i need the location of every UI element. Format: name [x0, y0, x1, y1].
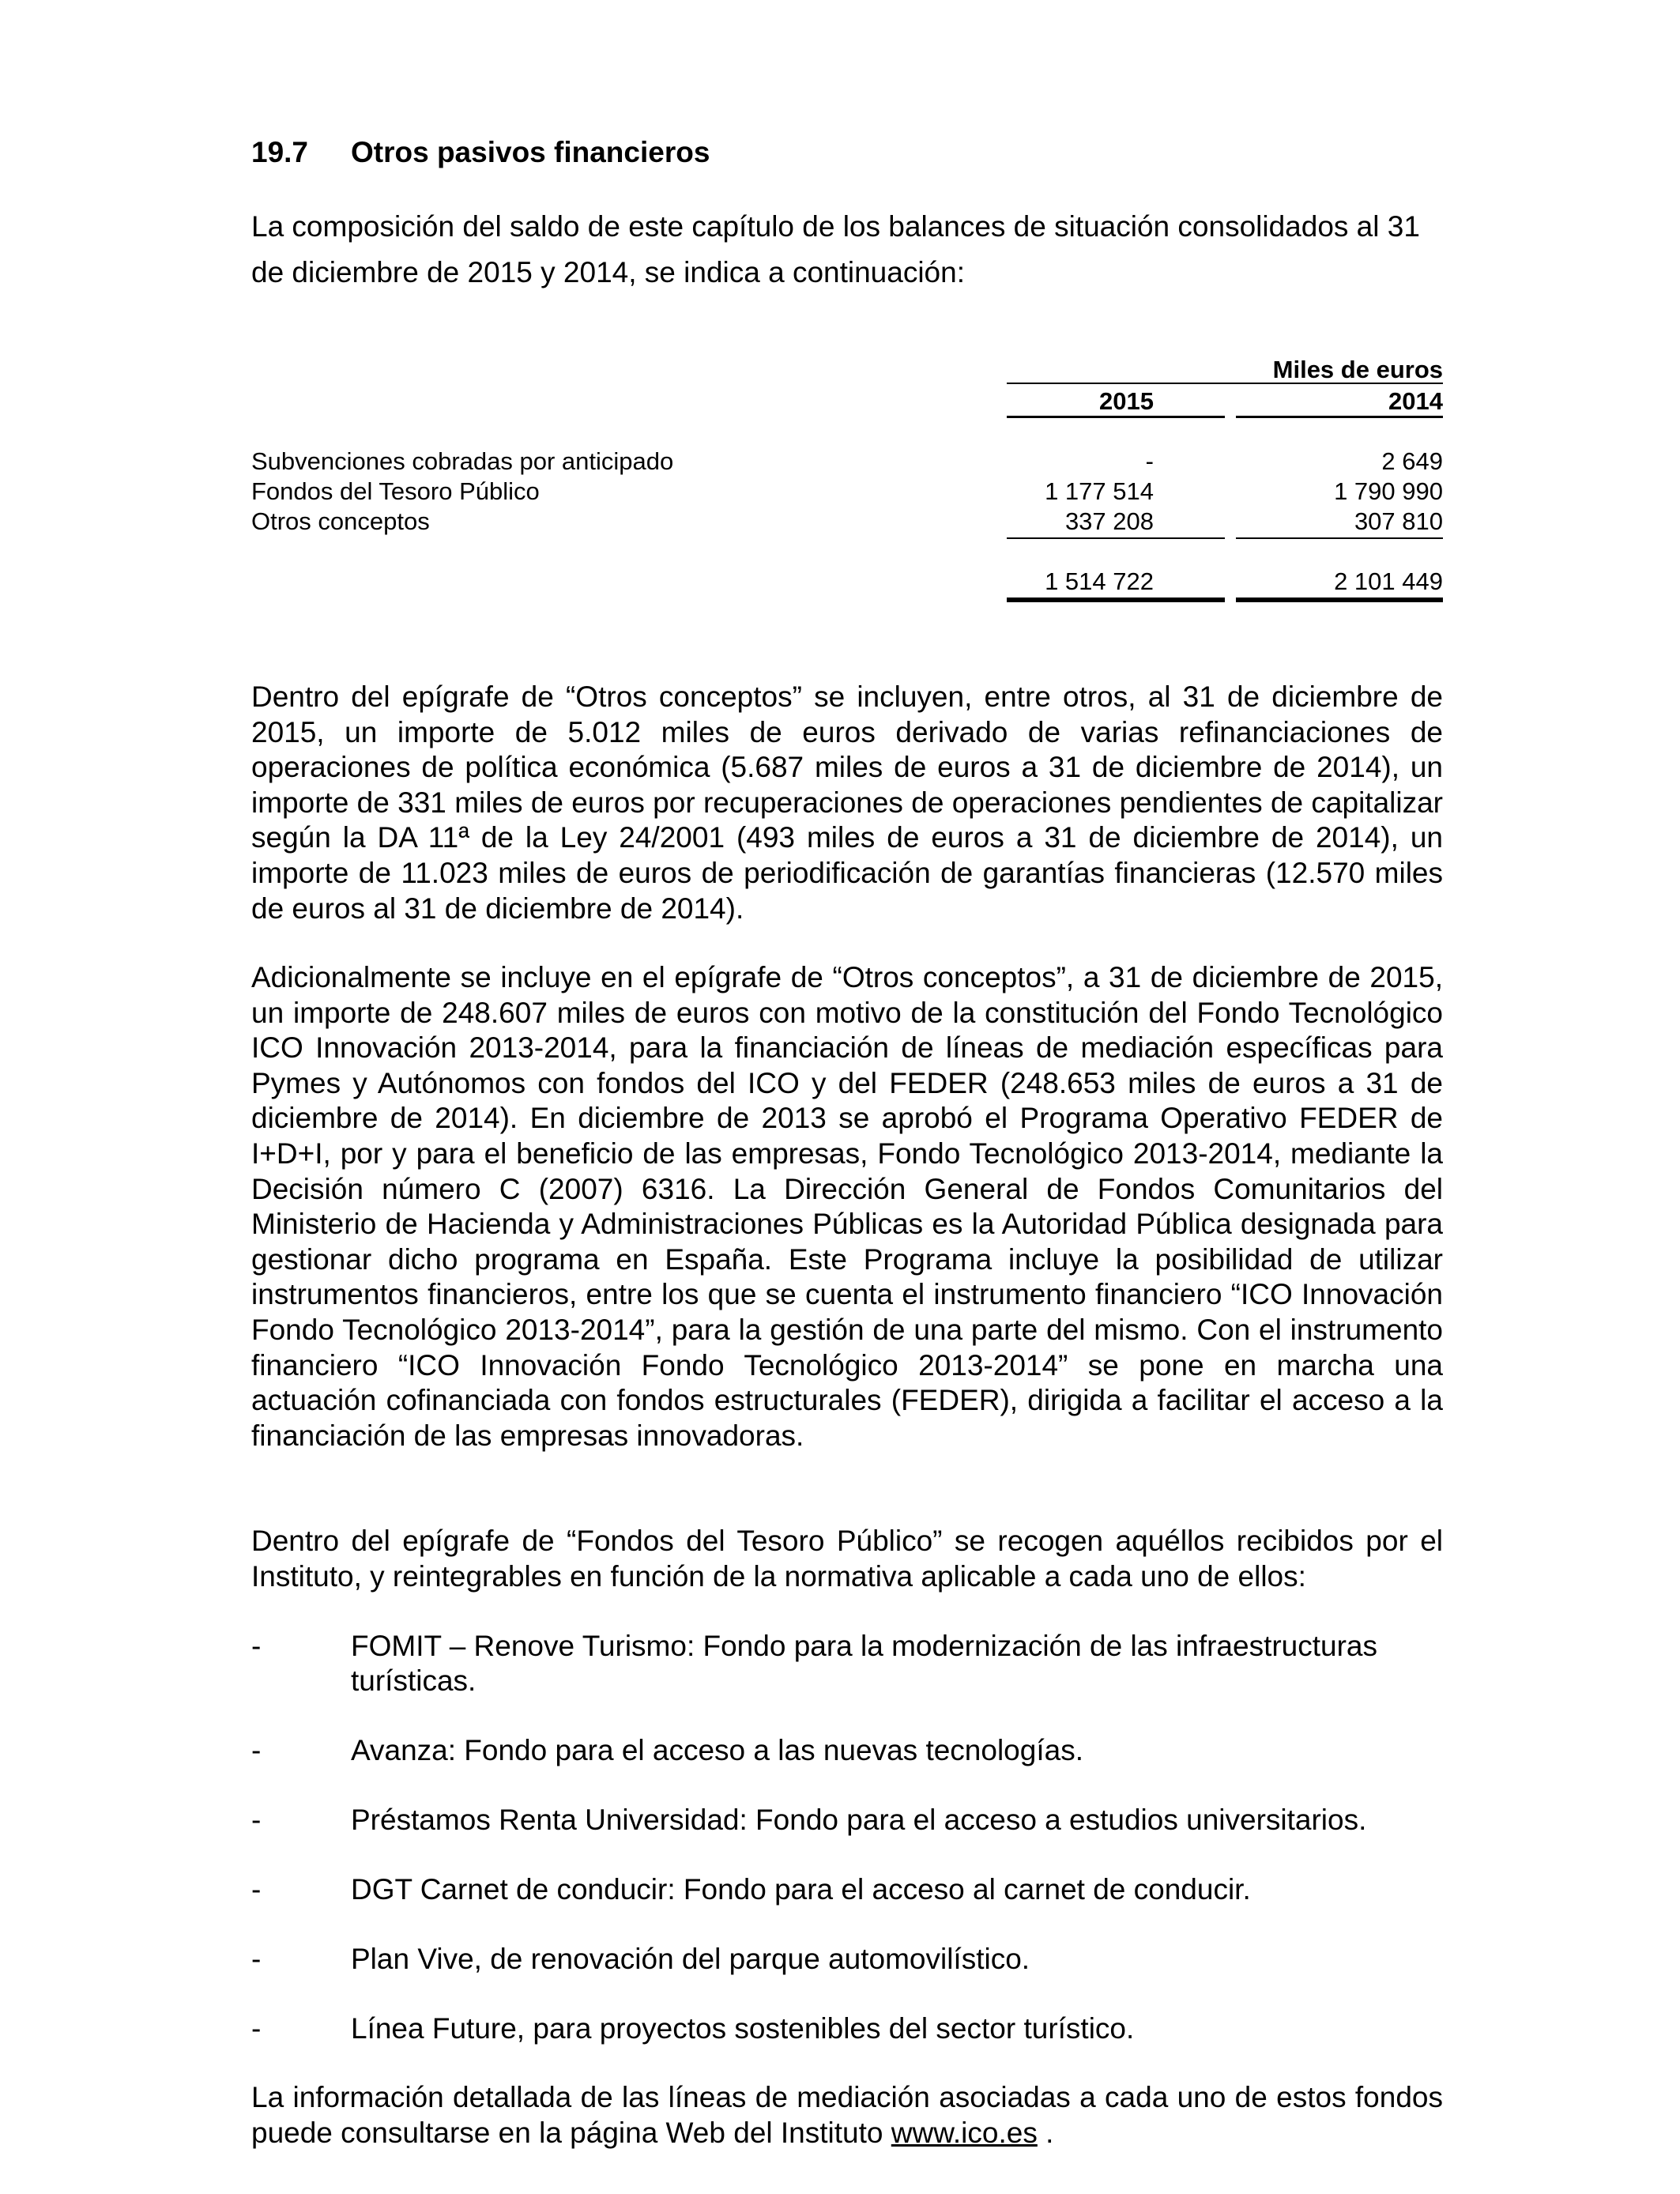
- row-value-2014: 1 790 990: [1334, 477, 1443, 505]
- list-dash: -: [251, 2012, 262, 2045]
- list-item-text: Avanza: Fondo para el acceso a las nuevas tecnologías.: [351, 1734, 1083, 1766]
- row-value-2015: 337 208: [1064, 507, 1154, 535]
- paragraph-fondos-tesoro: Dentro del epígrafe de “Fondos del Tesoro Público” se recogen aquéllos recibidos por el Instituto, y reintegrables en función de la normativa aplicable a cada uno de ellos:: [251, 1525, 1443, 1593]
- list-item-text: Línea Future, para proyectos sostenibles del sector turístico.: [351, 2012, 1135, 2045]
- list-item-text: DGT Carnet de conducir: Fondo para el acceso al carnet de conducir.: [351, 1873, 1251, 1906]
- list-item-text: Préstamos Renta Universidad: Fondo para el acceso a estudios universitarios.: [351, 1804, 1367, 1836]
- section-title: Otros pasivos financieros: [351, 136, 710, 168]
- total-2014: 2 101 449: [1334, 567, 1443, 595]
- row-label: Subvenciones cobradas por anticipado: [251, 447, 674, 475]
- closing-paragraph: [251, 2080, 1443, 2151]
- col-2014-header-rule: [1236, 416, 1443, 418]
- list-item-text: FOMIT – Renove Turismo: Fondo para la modernización de las infraestructuras turísticas.: [351, 1630, 1378, 1697]
- row-value-2014: 307 810: [1354, 507, 1443, 535]
- unit-header: Miles de euros: [1272, 356, 1443, 383]
- col-2015-total-double-rule: [1007, 598, 1225, 602]
- row-value-2015: 1 177 514: [1045, 477, 1154, 505]
- ico-website-link[interactable]: www.ico.es: [891, 2116, 1038, 2149]
- paragraph-fondo-tecnologico: Adicionalmente se incluye en el epígrafe de “Otros conceptos”, a 31 de diciembre de 2015, un importe de 248.607 miles de euros con motivo de la constitución del Fondo Tecnológico ICO Innovación 2013-2014, para la financiación de líneas de mediación específicas para Pymes y Autónomos con fondos del ICO y del FEDER (248.653 miles de euros a 31 de diciembre de 2014). En diciembre de 2013 se aprobó el Programa Operativo FEDER de I+D+I, por y para el beneficio de las empresas, Fondo Tecnológico 2013-2014, mediante la Decisión número C (2007) 6316. La Dirección General de Fondos Comunitarios del Ministerio de Hacienda y Administraciones Públicas es la Autoridad Pública designada para gestionar dicho programa en España. Este Programa incluye la posibilidad de utilizar instrumentos financieros, entre los que se cuenta el instrumento financiero “ICO Innovación Fondo Tecnológico 2013-2014”, para la gestión de una parte del mismo. Con el instrumento financiero “ICO Innovación Fondo Tecnológico 2013-2014” se pone en marcha una actuación cofinanciada con fondos estructurales (FEDER), dirigida a facilitar el acceso a la financiación de las empresas innovadoras.: [251, 961, 1443, 1452]
- list-item: [251, 1629, 1443, 1698]
- row-value-2014: 2 649: [1381, 447, 1443, 475]
- section-number: 19.7: [251, 136, 309, 168]
- col-header-2015: 2015: [1099, 387, 1154, 415]
- list-dash: -: [251, 1734, 262, 1766]
- row-label: Otros conceptos: [251, 507, 430, 535]
- section-heading: [251, 136, 710, 169]
- list-dash: -: [251, 1873, 262, 1906]
- closing-end: .: [1045, 2116, 1054, 2149]
- col-2014-total-double-rule: [1236, 598, 1443, 602]
- closing-text: La información detallada de las líneas de mediación asociadas a cada uno de estos fondos puede consultarse en la página Web del Instituto: [251, 2081, 1443, 2149]
- row-label: Fondos del Tesoro Público: [251, 477, 540, 505]
- list-dash: -: [251, 1943, 262, 1975]
- list-dash: -: [251, 1630, 262, 1662]
- col-2015-subtotal-rule: [1007, 537, 1225, 539]
- list-dash: -: [251, 1804, 262, 1836]
- paragraph-otros-conceptos: Dentro del epígrafe de “Otros conceptos” se incluyen, entre otros, al 31 de diciembre de 2015, un importe de 5.012 miles de euros derivado de varias refinanciaciones de operaciones de política económica (5.687 miles de euros a 31 de diciembre de 2014), un importe de 331 miles de euros por recuperaciones de operaciones pendientes de capitalizar según la DA 11ª de la Ley 24/2001 (493 miles de euros a 31 de diciembre de 2014), un importe de 11.023 miles de euros de periodificación de garantías financieras (12.570 miles de euros al 31 de diciembre de 2014).: [251, 680, 1443, 925]
- list-item-text: Plan Vive, de renovación del parque automovilístico.: [351, 1943, 1030, 1975]
- total-2015: 1 514 722: [1045, 567, 1154, 595]
- row-value-2015: -: [1145, 447, 1154, 475]
- col-2015-header-rule: [1007, 416, 1225, 418]
- col-2014-subtotal-rule: [1236, 537, 1443, 539]
- intro-paragraph: La composición del saldo de este capítulo de los balances de situación consolidados al 31 de diciembre de 2015 y 2014, se indica a continuación:: [251, 210, 1420, 288]
- col-header-2014: 2014: [1388, 387, 1443, 415]
